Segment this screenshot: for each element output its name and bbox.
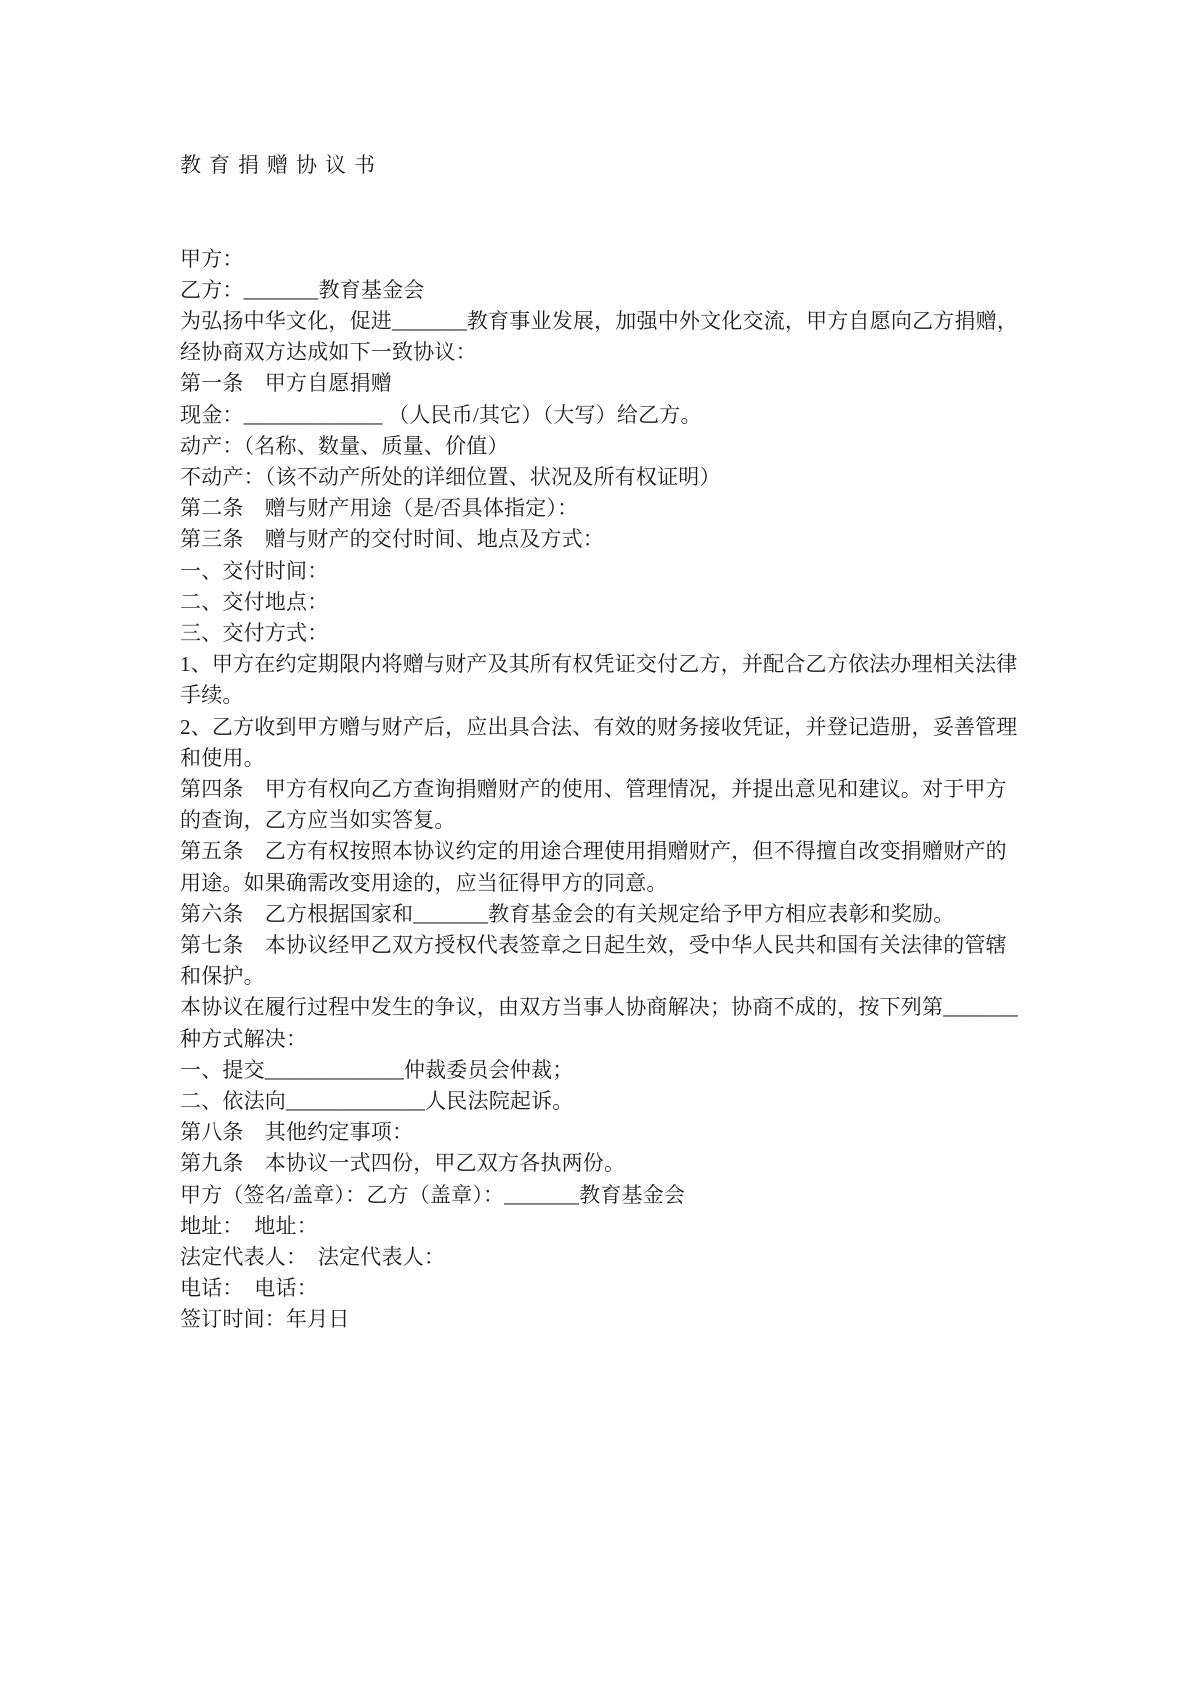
document-line: 乙方：_______教育基金会 (180, 277, 425, 302)
document-line: 甲方： (180, 246, 244, 271)
document-line: 甲方（签名/盖章）：乙方（盖章）：_______教育基金会 (180, 1182, 686, 1207)
document-line: 二、依法向_____________人民法院起诉。 (180, 1089, 574, 1114)
document-line: 第五条 乙方有权按照本协议约定的用途合理使用捐赠财产，但不得擅自改变捐赠财产的 (180, 839, 1007, 864)
document-line: 一、提交_____________仲裁委员会仲裁； (180, 1057, 574, 1082)
document-line: 第四条 甲方有权向乙方查询捐赠财产的使用、管理情况，并提出意见和建议。对于甲方 (180, 777, 1007, 802)
document-line (180, 181, 1040, 212)
document-line: 用途。如果确需改变用途的，应当征得甲方的同意。 (180, 870, 668, 895)
document-line: 经协商双方达成如下一致协议： (180, 340, 477, 365)
document-line: 种方式解决： (180, 1026, 308, 1051)
document-line: 和保护。 (180, 964, 265, 989)
document-line (180, 212, 1040, 243)
document-line: 1、甲方在约定期限内将赠与财产及其所有权凭证交付乙方，并配合乙方依法办理相关法律 (180, 652, 1018, 677)
document-line: 本协议在履行过程中发生的争议，由双方当事人协商解决；协商不成的，按下列第_______ (180, 995, 1019, 1020)
document-line: 和使用。 (180, 745, 265, 770)
document-line: 三、交付方式： (180, 621, 329, 646)
document-line: 地址： 地址： (180, 1213, 318, 1238)
document-line: 2、乙方收到甲方赠与财产后，应出具合法、有效的财务接收凭证，并登记造册，妥善管理 (180, 714, 1018, 739)
document-line: 不动产：（该不动产所处的详细位置、状况及所有权证明） (180, 465, 721, 489)
document-line: 一、交付时间： (180, 558, 329, 583)
document-line: 第三条 赠与财产的交付时间、地点及方式： (180, 527, 604, 552)
document-line: 第七条 本协议经甲乙双方授权代表签章之日起生效，受中华人民共和国有关法律的管辖 (180, 933, 1007, 958)
document-line: 第九条 本协议一式四份，甲乙双方各执两份。 (180, 1151, 626, 1176)
document-line: 现金：_____________ （人民币/其它）（大写）给乙方。 (180, 402, 702, 427)
document-line: 为弘扬中华文化，促进_______教育事业发展，加强中外文化交流，甲方自愿向乙方捐赠， (180, 308, 1019, 333)
document-line: 签订时间：年月日 (180, 1307, 350, 1332)
document-line: 电话： 电话： (180, 1276, 318, 1301)
document-line: 第二条 赠与财产用途（是/否具体指定）： (180, 496, 579, 521)
document-line: 动产：（名称、数量、质量、价值） (180, 433, 509, 458)
document-line: 第八条 其他约定事项： (180, 1120, 414, 1145)
document-line: 二、交付地点： (180, 589, 329, 614)
document-line: 手续。 (180, 683, 244, 708)
document-line: 第一条 甲方自愿捐赠 (180, 371, 392, 396)
document-line: 第六条 乙方根据国家和_______教育基金会的有关规定给予甲方相应表彰和奖励。 (180, 901, 955, 926)
document-body (180, 181, 1040, 1335)
document-content (180, 150, 1040, 1336)
document-title: 教育捐赠协议书 (180, 153, 383, 177)
document-line: 的查询，乙方应当如实答复。 (180, 808, 456, 833)
document-line: 法定代表人： 法定代表人： (180, 1245, 446, 1270)
